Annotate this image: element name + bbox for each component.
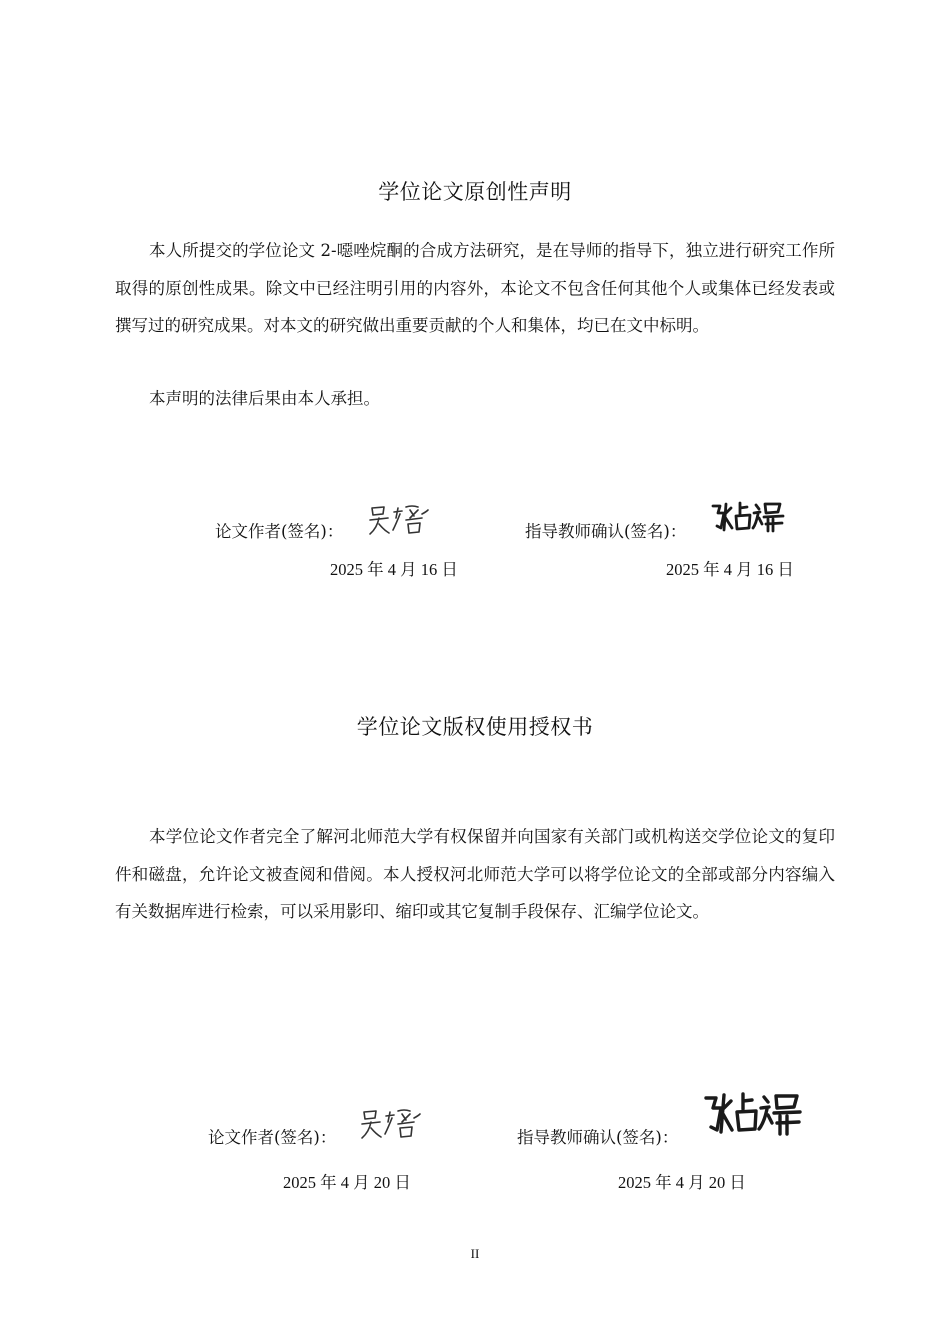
- declaration-author-signature: [366, 502, 430, 538]
- declaration-author-label: 论文作者(签名)：: [215, 522, 344, 541]
- declaration-paragraph-2: 本声明的法律后果由本人承担。: [149, 389, 380, 408]
- declaration-paragraph-1: 本人所提交的学位论文 2-噁唑烷酮的合成方法研究，是在导师的指导下，独立进行研究工作所取得的原创性成果。除文中已经注明引用的内容外，本论文不包含任何其他个人或集体已经发表或撰写过的研究成果。对本文的研究做出重要贡献的个人和集体，均已在文中标明。: [115, 241, 835, 335]
- declaration-title: 学位论文原创性声明: [378, 180, 572, 204]
- authorization-author-signature: [358, 1106, 422, 1142]
- authorization-advisor-signature: [702, 1090, 804, 1138]
- authorization-author-label: 论文作者(签名)：: [208, 1128, 337, 1147]
- declaration-advisor-label: 指导教师确认(签名)：: [525, 522, 687, 541]
- page-number: II: [470, 1246, 480, 1261]
- authorization-author-date: 2025 年 4 月 20 日: [283, 1173, 411, 1192]
- authorization-paragraph-1: 本学位论文作者完全了解河北师范大学有权保留并向国家有关部门或机构送交学位论文的复印件和磁盘，允许论文被查阅和借阅。本人授权河北师范大学可以将学位论文的全部或部分内容编入有关数据库进行检索，可以采用影印、缩印或其它复制手段保存、汇编学位论文。: [115, 827, 835, 921]
- declaration-author-date: 2025 年 4 月 16 日: [330, 560, 458, 579]
- authorization-advisor-label: 指导教师确认(签名)：: [517, 1128, 679, 1147]
- authorization-title: 学位论文版权使用授权书: [356, 715, 594, 739]
- declaration-advisor-date: 2025 年 4 月 16 日: [666, 560, 794, 579]
- declaration-advisor-signature: [710, 500, 786, 534]
- authorization-advisor-date: 2025 年 4 月 20 日: [618, 1173, 746, 1192]
